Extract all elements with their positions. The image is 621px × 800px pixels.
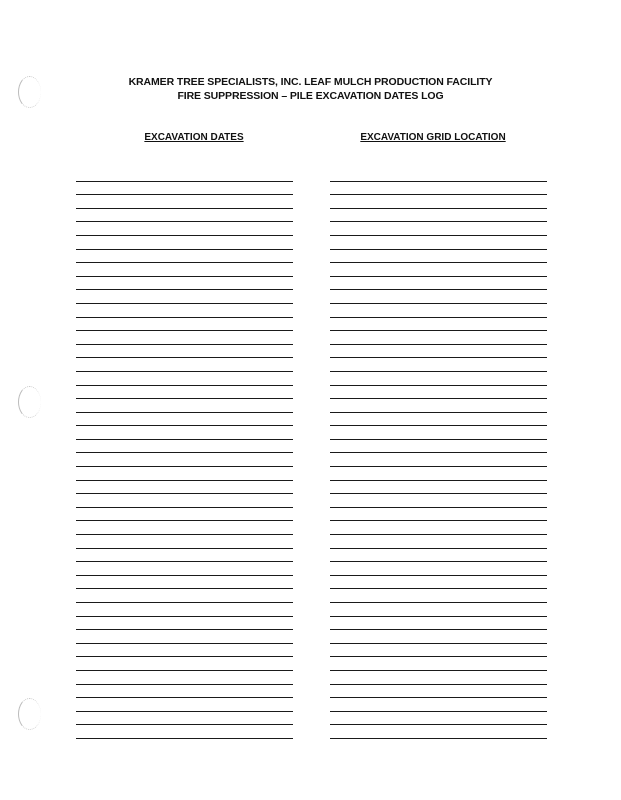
grid-location-entry-line[interactable] xyxy=(330,331,547,345)
date-entry-line[interactable] xyxy=(76,304,293,318)
grid-location-entry-line[interactable] xyxy=(330,481,547,495)
date-entry-line[interactable] xyxy=(76,182,293,196)
grid-location-entry-line[interactable] xyxy=(330,562,547,576)
grid-location-entry-line[interactable] xyxy=(330,549,547,563)
date-entry-line[interactable] xyxy=(76,399,293,413)
grid-location-entry-line[interactable] xyxy=(330,630,547,644)
grid-location-entry-line[interactable] xyxy=(330,508,547,522)
date-entry-line[interactable] xyxy=(76,603,293,617)
document-title-line1: KRAMER TREE SPECIALISTS, INC. LEAF MULCH PRODUCTION FACILITY xyxy=(128,76,493,88)
date-entry-line[interactable] xyxy=(76,358,293,372)
date-entry-line[interactable] xyxy=(76,698,293,712)
grid-location-entry-line[interactable] xyxy=(330,195,547,209)
grid-location-entry-line[interactable] xyxy=(330,304,547,318)
grid-location-entry-line[interactable] xyxy=(330,290,547,304)
date-entry-line[interactable] xyxy=(76,290,293,304)
grid-location-entry-line[interactable] xyxy=(330,182,547,196)
grid-location-entry-line[interactable] xyxy=(330,685,547,699)
date-entry-line[interactable] xyxy=(76,685,293,699)
grid-location-entry-line[interactable] xyxy=(330,209,547,223)
grid-location-entry-line[interactable] xyxy=(330,589,547,603)
date-entry-line[interactable] xyxy=(76,236,293,250)
date-entry-line[interactable] xyxy=(76,386,293,400)
grid-location-entry-line[interactable] xyxy=(330,250,547,264)
grid-location-entry-line[interactable] xyxy=(330,222,547,236)
grid-location-entry-line[interactable] xyxy=(330,277,547,291)
date-entry-line[interactable] xyxy=(76,345,293,359)
grid-location-entry-line[interactable] xyxy=(330,535,547,549)
date-entry-line[interactable] xyxy=(76,644,293,658)
grid-location-entry-line[interactable] xyxy=(330,358,547,372)
excavation-grid-location-lines xyxy=(330,168,547,739)
date-entry-line[interactable] xyxy=(76,549,293,563)
grid-location-entry-line[interactable] xyxy=(330,263,547,277)
grid-location-entry-line[interactable] xyxy=(330,399,547,413)
date-entry-line[interactable] xyxy=(76,331,293,345)
date-entry-line[interactable] xyxy=(76,617,293,631)
date-entry-line[interactable] xyxy=(76,467,293,481)
date-entry-line[interactable] xyxy=(76,494,293,508)
grid-location-entry-line[interactable] xyxy=(330,426,547,440)
grid-location-entry-line[interactable] xyxy=(330,603,547,617)
document-title-line2: FIRE SUPPRESSION – PILE EXCAVATION DATES LOG xyxy=(177,90,444,102)
grid-location-entry-line[interactable] xyxy=(330,372,547,386)
date-entry-line[interactable] xyxy=(76,712,293,726)
date-entry-line[interactable] xyxy=(76,589,293,603)
punch-hole-middle xyxy=(18,386,41,418)
grid-location-entry-line[interactable] xyxy=(330,440,547,454)
grid-location-entry-line[interactable] xyxy=(330,467,547,481)
date-entry-line[interactable] xyxy=(76,168,293,182)
grid-location-entry-line[interactable] xyxy=(330,318,547,332)
date-entry-line[interactable] xyxy=(76,263,293,277)
grid-location-entry-line[interactable] xyxy=(330,413,547,427)
grid-location-entry-line[interactable] xyxy=(330,671,547,685)
excavation-dates-header: EXCAVATION DATES xyxy=(144,132,244,143)
grid-location-entry-line[interactable] xyxy=(330,725,547,739)
grid-location-entry-line[interactable] xyxy=(330,657,547,671)
date-entry-line[interactable] xyxy=(76,630,293,644)
grid-location-entry-line[interactable] xyxy=(330,521,547,535)
date-entry-line[interactable] xyxy=(76,222,293,236)
date-entry-line[interactable] xyxy=(76,277,293,291)
grid-location-entry-line[interactable] xyxy=(330,386,547,400)
date-entry-line[interactable] xyxy=(76,440,293,454)
date-entry-line[interactable] xyxy=(76,535,293,549)
date-entry-line[interactable] xyxy=(76,453,293,467)
date-entry-line[interactable] xyxy=(76,657,293,671)
grid-location-entry-line[interactable] xyxy=(330,644,547,658)
date-entry-line[interactable] xyxy=(76,562,293,576)
date-entry-line[interactable] xyxy=(76,671,293,685)
punch-hole-bottom xyxy=(18,698,41,730)
date-entry-line[interactable] xyxy=(76,725,293,739)
excavation-grid-location-header: EXCAVATION GRID LOCATION xyxy=(360,132,506,143)
date-entry-line[interactable] xyxy=(76,576,293,590)
date-entry-line[interactable] xyxy=(76,250,293,264)
grid-location-entry-line[interactable] xyxy=(330,236,547,250)
date-entry-line[interactable] xyxy=(76,413,293,427)
date-entry-line[interactable] xyxy=(76,195,293,209)
grid-location-entry-line[interactable] xyxy=(330,168,547,182)
excavation-dates-lines xyxy=(76,168,293,739)
date-entry-line[interactable] xyxy=(76,209,293,223)
grid-location-entry-line[interactable] xyxy=(330,698,547,712)
date-entry-line[interactable] xyxy=(76,426,293,440)
grid-location-entry-line[interactable] xyxy=(330,576,547,590)
date-entry-line[interactable] xyxy=(76,318,293,332)
grid-location-entry-line[interactable] xyxy=(330,453,547,467)
date-entry-line[interactable] xyxy=(76,521,293,535)
date-entry-line[interactable] xyxy=(76,508,293,522)
grid-location-entry-line[interactable] xyxy=(330,345,547,359)
grid-location-entry-line[interactable] xyxy=(330,617,547,631)
date-entry-line[interactable] xyxy=(76,372,293,386)
date-entry-line[interactable] xyxy=(76,481,293,495)
grid-location-entry-line[interactable] xyxy=(330,494,547,508)
grid-location-entry-line[interactable] xyxy=(330,712,547,726)
